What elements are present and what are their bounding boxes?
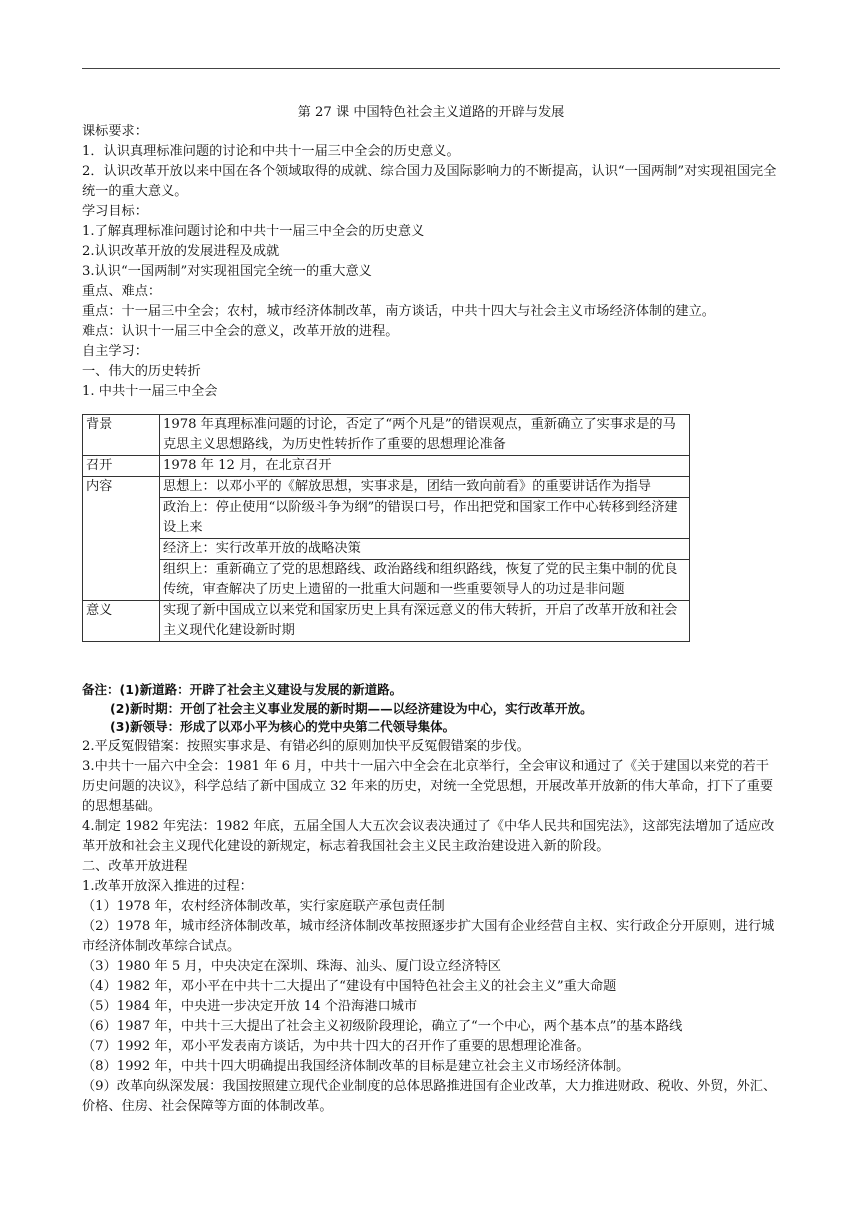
header-rule xyxy=(82,68,780,69)
requirements-section xyxy=(82,122,780,402)
section-1-heading: 一、伟大的历史转折 xyxy=(82,364,201,379)
row-value-background: 1978 年真理标准问题的讨论，否定了“两个凡是”的错误观点，重新确立了实事求是的马克思主义思想路线，为历史性转折作了重要的思想理论准备 xyxy=(160,415,690,456)
req-heading: 课标要求： xyxy=(82,124,148,139)
goal-heading: 学习目标： xyxy=(82,204,148,219)
goal-item-1: 1.了解真理标准问题讨论和中共十一届三中全会的历史意义 xyxy=(82,224,425,239)
content-economy: 经济上：实行改革开放的战略决策 xyxy=(160,539,690,560)
list-item: （4）1982 年，邓小平在中共十二大提出了“建设有中国特色社会主义的社会主义”重大命题 xyxy=(82,979,617,994)
content-organization: 组织上：重新确立了党的思想路线、政治路线和组织路线，恢复了党的民主集中制的优良传统，审查解决了历史上遗留的一批重大问题和一些重要领导人的功过是非问题 xyxy=(160,560,690,601)
list-item: （6）1987 年，中共十三大提出了社会主义初级阶段理论，确立了“一个中心，两个基本点”的基本路线 xyxy=(82,1019,683,1034)
table-row xyxy=(83,477,690,498)
goal-item-3: 3.认识“一国两制”对实现祖国完全统一的重大意义 xyxy=(82,264,372,279)
content-ideology: 思想上：以邓小平的《解放思想，实事求是，团结一致向前看》的重要讲话作为指导 xyxy=(160,477,690,498)
table-row xyxy=(83,498,690,539)
row-key-convened: 召开 xyxy=(83,456,160,477)
row-value-significance: 实现了新中国成立以来党和国家历史上具有深远意义的伟大转折，开启了改革开放和社会主义现代化建设新时期 xyxy=(160,601,690,642)
goal-item-2: 2.认识改革开放的发展进程及成就 xyxy=(82,244,280,259)
note-3: (3)新领导：形成了以邓小平为核心的党中央第二代领导集体。 xyxy=(110,719,456,734)
list-item: （7）1992 年，邓小平发表南方谈话，为中共十四大的召开作了重要的思想理论准备。 xyxy=(82,1039,590,1054)
table-row xyxy=(83,539,690,560)
section-1-1-heading: 1. 中共十一届三中全会 xyxy=(82,384,218,399)
row-value-convened: 1978 年 12 月，在北京召开 xyxy=(160,456,690,477)
list-item: （8）1992 年，中共十四大明确提出我国经济体制改革的目标是建立社会主义市场经济体制。 xyxy=(82,1059,630,1074)
req-item-2: 2．认识改革开放以来中国在各个领域取得的成就、综合国力及国际影响力的不断提高，认识“一国两制”对实现祖国完全统一的重大意义。 xyxy=(82,164,777,199)
section-2-heading: 二、改革开放进程 xyxy=(82,859,188,874)
table-row xyxy=(83,456,690,477)
row-key-content: 内容 xyxy=(83,477,160,601)
list-item: （9）改革向纵深发展：我国按照建立现代企业制度的总体思路推进国有企业改革，大力推进财政、税收、外贸，外汇、价格、住房、社会保障等方面的体制改革。 xyxy=(82,1079,777,1114)
table-row xyxy=(83,560,690,601)
list-item: （1）1978 年，农村经济体制改革，实行家庭联产承包责任制 xyxy=(82,899,445,914)
difficult-points: 难点：认识十一届三中全会的意义，改革开放的进程。 xyxy=(82,324,399,339)
para-3: 3.中共十一届六中全会：1981 年 6 月，中共十一届六中全会在北京举行，全会审议和通过了《关于建国以来党的若干历史问题的决议》，科学总结了新中国成立 32 年来的历史，对统一全党思想，开展改革开放新的伟大革命，打下了重要的思想基础。 xyxy=(82,759,774,814)
row-key-background: 背景 xyxy=(83,415,160,456)
list-item: （5）1984 年，中央进一步决定开放 14 个沿海港口城市 xyxy=(82,999,418,1014)
para-4: 4.制定 1982 年宪法：1982 年底，五届全国人大五次会议表决通过了《中华人民共和国宪法》，这部宪法增加了适应改革开放和社会主义现代化建设的新规定，标志着我国社会主义民主政治建设进入新的阶段。 xyxy=(82,819,775,854)
plenum-table xyxy=(82,414,690,642)
list-item: （2）1978 年，城市经济体制改革，城市经济体制改革按照逐步扩大国有企业经营自主权、实行政企分开原则，进行城市经济体制改革综合试点。 xyxy=(82,919,775,954)
row-key-significance: 意义 xyxy=(83,601,160,642)
list-item: （3）1980 年 5 月，中央决定在深圳、珠海、汕头、厦门设立经济特区 xyxy=(82,959,501,974)
note-1: 备注：(1)新道路：开辟了社会主义建设与发展的新道路。 xyxy=(82,682,403,697)
notes-block xyxy=(82,681,780,737)
note-2: (2)新时期：开创了社会主义事业发展的新时期——以经济建设为中心，实行改革开放。 xyxy=(110,700,593,716)
table-row xyxy=(83,415,690,456)
key-heading: 重点、难点： xyxy=(82,284,162,299)
lesson-title: 第 27 课 中国特色社会主义道路的开辟与发展 xyxy=(297,105,565,120)
self-study-heading: 自主学习： xyxy=(82,344,148,359)
req-item-1: 1．认识真理标准问题的讨论和中共十一届三中全会的历史意义。 xyxy=(82,144,460,159)
body-section xyxy=(82,737,780,1117)
content-politics: 政治上：停止使用“以阶级斗争为纲”的错误口号，作出把党和国家工作中心转移到经济建设上来 xyxy=(160,498,690,539)
table-row xyxy=(83,601,690,642)
para-2: 2.平反冤假错案：按照实事求是、有错必纠的原则加快平反冤假错案的步伐。 xyxy=(82,739,530,754)
key-points: 重点：十一届三中全会；农村，城市经济体制改革，南方谈话，中共十四大与社会主义市场经济体制的建立。 xyxy=(82,304,715,319)
section-2-1-heading: 1.改革开放深入推进的过程： xyxy=(82,879,253,894)
